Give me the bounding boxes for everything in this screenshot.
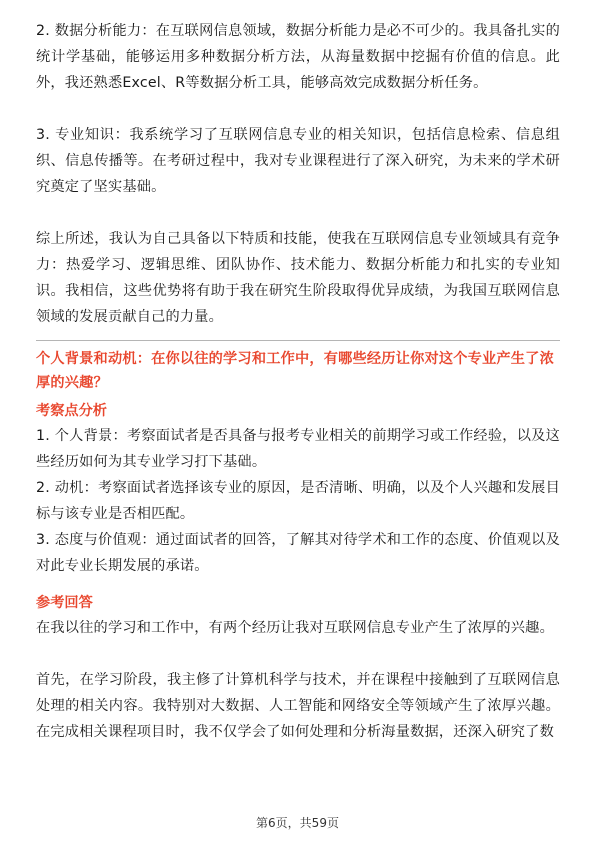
answer-body: 首先，在学习阶段，我主修了计算机科学与技术，并在课程中接触到了互联网信息处理的相关内容。我特别对大数据、人工智能和网络安全等领域产生了浓厚兴趣。在完成相关课程项目时，我不仅学会了如何处理和分析海量数据，还深入研究了数 [36, 672, 560, 740]
paragraph-summary: 综上所述，我认为自己具备以下特质和技能，使我在互联网信息专业领域具有竞争力：热爱学习、逻辑思维、团队协作、技术能力、数据分析能力和扎实的专业知识。我相信，这些优势将有助于我在研究生阶段取得优异成绩，为我国互联网信息领域的发展贡献自己的力量。 [36, 231, 560, 325]
answer-intro: 在我以往的学习和工作中，有两个经历让我对互联网信息专业产生了浓厚的兴趣。 [36, 620, 554, 636]
analysis-item: 3. 态度与价值观：通过面试者的回答，了解其对待学术和工作的态度、价值观以及对此专业长期发展的承诺。 [36, 532, 560, 574]
page-number: 第6页，共59页 [256, 816, 339, 830]
answer-title: 参考回答 [36, 595, 93, 611]
analysis-item: 2. 动机：考察面试者选择该专业的原因，是否清晰、明确，以及个人兴趣和发展目标与该专业是否相匹配。 [36, 480, 560, 522]
analysis-title: 考察点分析 [36, 403, 107, 419]
analysis-item: 1. 个人背景：考察面试者是否具备与报考专业相关的前期学习或工作经验，以及这些经历如何为其专业学习打下基础。 [36, 428, 560, 470]
interview-question: 个人背景和动机：在你以往的学习和工作中，有哪些经历让你对这个专业产生了浓厚的兴趣？ [36, 351, 554, 391]
paragraph-data-analysis: 2. 数据分析能力：在互联网信息领域，数据分析能力是必不可少的。我具备扎实的统计学基础，能够运用多种数据分析方法，从海量数据中挖掘有价值的信息。此外，我还熟悉Excel、R等数据分析工具，能够高效完成数据分析任务。 [36, 23, 560, 91]
section-divider [36, 340, 560, 341]
document-page [36, 18, 560, 745]
paragraph-professional-knowledge: 3. 专业知识：我系统学习了互联网信息专业的相关知识，包括信息检索、信息组织、信息传播等。在考研过程中，我对专业课程进行了深入研究，为未来的学术研究奠定了坚实基础。 [36, 127, 560, 195]
